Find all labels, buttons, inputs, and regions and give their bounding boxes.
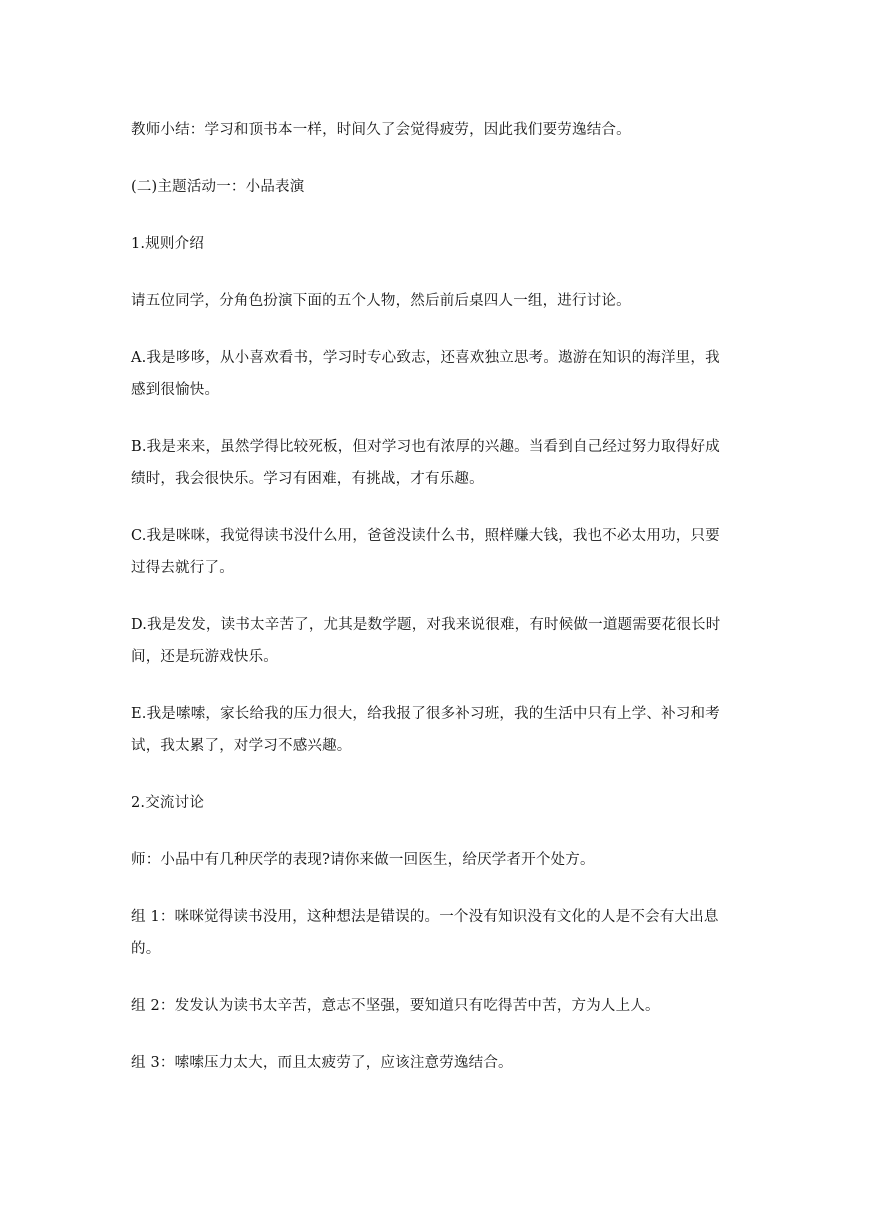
role-e-paragraph <box>131 698 751 762</box>
text-line: 间，还是玩游戏快乐。 <box>131 649 278 665</box>
text-line: 组 3：嗦嗦压力太大，而且太疲劳了，应该注意劳逸结合。 <box>131 1055 513 1071</box>
text-line: 绩时，我会很快乐。学习有困难，有挑战，才有乐趣。 <box>131 471 484 487</box>
text-line: C.我是咪咪，我觉得读书没什么用，爸爸没读什么书，照样赚大钱，我也不必太用功，只要 <box>131 528 720 544</box>
text-line: 组 1：咪咪觉得读书没用，这种想法是错误的。一个没有知识没有文化的人是不会有大出息 <box>131 909 719 925</box>
text-line: 2.交流讨论 <box>131 795 205 811</box>
text-line: 请五位同学，分角色扮演下面的五个人物，然后前后桌四人一组，进行讨论。 <box>131 293 631 309</box>
text-line: 感到很愉快。 <box>131 382 220 398</box>
subheading-rules <box>131 228 751 260</box>
role-b-paragraph <box>131 431 751 495</box>
document-body <box>131 114 751 1104</box>
teacher-question <box>131 844 751 876</box>
text-line: 师：小品中有几种厌学的表现?请你来做一回医生，给厌学者开个处方。 <box>131 852 595 868</box>
section-heading-skit-activity <box>131 171 751 203</box>
group-1-answer <box>131 901 751 965</box>
text-line: 组 2：发发认为读书太辛苦，意志不坚强，要知道只有吃得苦中苦，方为人上人。 <box>131 998 660 1014</box>
role-c-paragraph <box>131 520 751 584</box>
text-line: A.我是哆哆，从小喜欢看书，学习时专心致志，还喜欢独立思考。遨游在知识的海洋里，我 <box>131 350 720 366</box>
role-d-paragraph <box>131 609 751 673</box>
paragraph-instructions <box>131 285 751 317</box>
subheading-discussion <box>131 787 751 819</box>
text-line: B.我是来来，虽然学得比较死板，但对学习也有浓厚的兴趣。当看到自己经过努力取得好成 <box>131 439 720 455</box>
text-line: 过得去就行了。 <box>131 560 234 576</box>
text-line: (二)主题活动一：小品表演 <box>131 179 305 195</box>
paragraph-teacher-summary <box>131 114 751 146</box>
text-line: 教师小结：学习和顶书本一样，时间久了会觉得疲劳，因此我们要劳逸结合。 <box>131 122 631 138</box>
text-line: E.我是嗦嗦，家长给我的压力很大，给我报了很多补习班，我的生活中只有上学、补习和考 <box>131 706 720 722</box>
group-3-answer <box>131 1047 751 1079</box>
text-line: 1.规则介绍 <box>131 236 205 252</box>
text-line: D.我是发发，读书太辛苦了，尤其是数学题，对我来说很难，有时候做一道题需要花很长时 <box>131 617 721 633</box>
role-a-paragraph <box>131 342 751 406</box>
group-2-answer <box>131 990 751 1022</box>
text-line: 试，我太累了，对学习不感兴趣。 <box>131 738 352 754</box>
text-line: 的。 <box>131 941 161 957</box>
